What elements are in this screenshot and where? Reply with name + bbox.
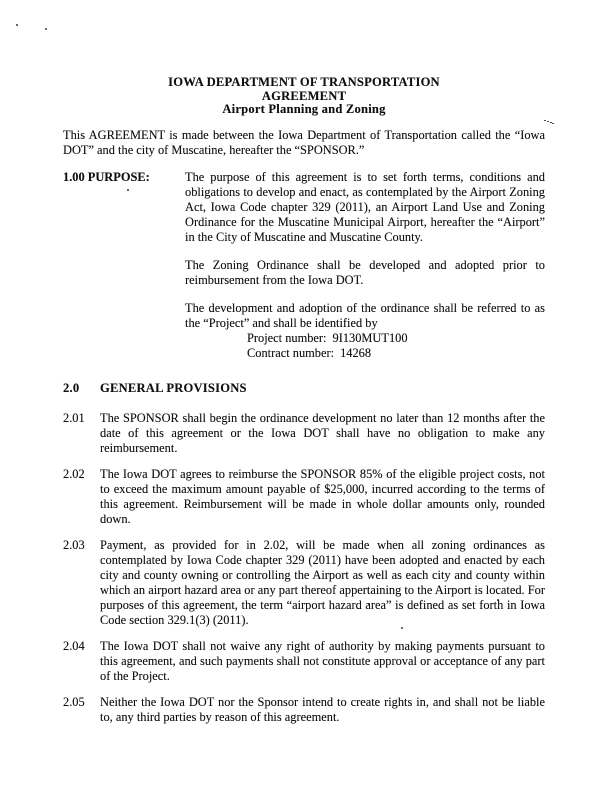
project-number-label: Project number:: [247, 330, 327, 345]
clause-2-03: [63, 538, 545, 628]
clause-text: The Iowa DOT shall not waive any right of authority by making payments pursuant to this agreement, and such payments shall not constitute approval or acceptance of any part of the Project.: [100, 638, 545, 683]
project-number-line: [247, 331, 545, 346]
clause-text: The Iowa DOT agrees to reimburse the SPONSOR 85% of the eligible project costs, not to exceed the maximum amount payable of $25,000, incurred according to the terms of this agreement. Reimbursement will be made in whole dollar amounts only, rounded down.: [100, 466, 545, 526]
document-title-line-3: Airport Planning and Zoning: [222, 102, 386, 117]
clause-number: 2.02: [63, 466, 85, 481]
clause-number: 2.03: [63, 537, 85, 552]
contract-number-value: 14268: [340, 345, 372, 360]
clause-number: 2.01: [63, 410, 85, 425]
purpose-paragraph-1: The purpose of this agreement is to set forth terms, conditions and obligations to develop and enact, as contemplated by the Airport Zoning Act, Iowa Code chapter 329 (2011), an Airport Land Use and Zoning Ordinance for the Muscatine Municipal Airport, hereafter the “Airport” in the City of Muscatine and Muscatine County.: [185, 169, 545, 244]
clause-2-01: [63, 411, 545, 456]
purpose-paragraph-2: The Zoning Ordinance shall be developed and adopted prior to reimbursement from the Iowa DOT.: [185, 257, 545, 287]
contract-number-label: Contract number:: [247, 345, 335, 360]
clause-text: Payment, as provided for in 2.02, will be made when all zoning ordinances as contemplated by Iowa Code chapter 329 (2011) have been adopted and enacted by each city and county owning or controlling the Airport as well as each city and county within which an airport hazard area or any part thereof appertaining to the Airport is located. For purposes of this agreement, the term “airport hazard area” is defined as set forth in Iowa Code section 329.1(3) (2011).: [100, 537, 545, 627]
document-title-line-1: IOWA DEPARTMENT OF TRANSPORTATION: [168, 75, 440, 89]
clause-text: The SPONSOR shall begin the ordinance development no later than 12 months after the date of this agreement or the Iowa DOT shall have no obligation to make any reimbursement.: [100, 410, 545, 455]
purpose-label: 1.00 PURPOSE:: [63, 169, 150, 184]
document-body: [63, 0, 545, 725]
clause-2-04: [63, 639, 545, 684]
document-title-line-2: AGREEMENT: [261, 88, 347, 103]
purpose-paragraph-3: The development and adoption of the ordinance shall be referred to as the “Project” and shall be identified by: [185, 300, 545, 330]
clause-2-05: [63, 695, 545, 725]
general-provisions-title: GENERAL PROVISIONS: [100, 380, 247, 395]
purpose-body: [185, 170, 545, 361]
general-provisions-heading: [63, 381, 545, 396]
clause-text: Neither the Iowa DOT nor the Sponsor intend to create rights in, and shall not be liable to, any third parties by reason of this agreement.: [100, 694, 545, 724]
general-provisions-number: 2.0: [63, 380, 80, 395]
clause-number: 2.05: [63, 694, 85, 709]
purpose-section: [63, 170, 545, 361]
scan-artifact: [16, 24, 18, 26]
contract-number-line: [247, 346, 545, 361]
project-number-value: 9I130MUT100: [332, 330, 408, 345]
intro-paragraph: This AGREEMENT is made between the Iowa Department of Transportation called the “Iowa DOT” and the city of Muscatine, hereafter the “SPONSOR.”: [63, 127, 545, 157]
clause-2-02: [63, 467, 545, 527]
scan-artifact: [45, 28, 47, 30]
document-title-block: [63, 76, 545, 117]
clause-number: 2.04: [63, 638, 85, 653]
